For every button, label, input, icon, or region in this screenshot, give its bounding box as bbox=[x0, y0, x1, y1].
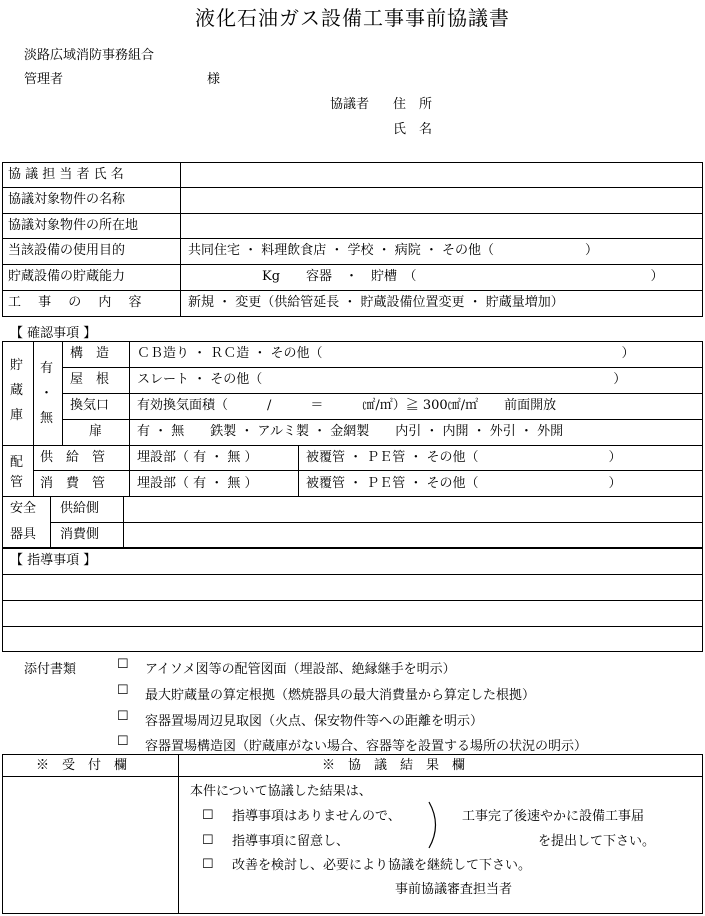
result-option-1: 指導事項はありませんので、 bbox=[232, 809, 401, 824]
storage-label-1: 貯 bbox=[10, 358, 24, 373]
presence-label-2: ・ bbox=[40, 386, 54, 401]
attachment-1-checkbox[interactable]: ☐ bbox=[117, 657, 129, 672]
recipient-org: 淡路広域消防事務組合 bbox=[24, 48, 155, 63]
guidance-heading: 【 指導事項 】 bbox=[10, 553, 97, 568]
name-label: 氏 名 bbox=[393, 122, 433, 137]
vent-options[interactable]: 有効換気面積（ / ＝ ㎠/㎡）≧ 300㎠/㎡ 前面開放 bbox=[137, 398, 557, 413]
overview-label-purpose: 当該設備の使用目的 bbox=[8, 243, 126, 258]
overview-label-property-name: 協議対象物件の名称 bbox=[8, 192, 126, 207]
right-bracket-icon bbox=[426, 800, 446, 850]
result-option-3-checkbox[interactable]: ☐ bbox=[202, 857, 214, 872]
structure-options[interactable]: ＣＢ造り ・ ＲＣ造 ・ その他（ ） bbox=[137, 346, 635, 361]
door-label: 扉 bbox=[89, 424, 103, 439]
result-note-line-1: 工事完了後速やかに設備工事届 bbox=[462, 809, 645, 824]
recipient-role: 管理者 bbox=[24, 72, 64, 87]
purpose-options[interactable]: 共同住宅 ・ 料理飲食店 ・ 学校 ・ 病院 ・ その他（ ） bbox=[188, 243, 599, 258]
capacity-options[interactable]: Kg 容器 ・ 貯槽 （ ） bbox=[262, 269, 664, 284]
overview-label-contact: 協 議 担 当 者 氏 名 bbox=[8, 167, 124, 182]
consumption-buried-options[interactable]: 埋設部（ 有 ・ 無 ） bbox=[137, 476, 258, 491]
page-title: 液化石油ガス設備工事事前協議書 bbox=[195, 6, 510, 30]
safety-label-1: 安全 bbox=[10, 501, 37, 516]
address-label: 住 所 bbox=[393, 97, 433, 112]
attachment-3-checkbox[interactable]: ☐ bbox=[117, 709, 129, 724]
attachments-label: 添付書類 bbox=[24, 662, 77, 677]
review-officer-label: 事前協議審査担当者 bbox=[395, 882, 513, 897]
roof-label: 屋 根 bbox=[70, 372, 110, 387]
roof-options[interactable]: スレート ・ その他（ ） bbox=[137, 372, 627, 387]
structure-label: 構 造 bbox=[70, 346, 110, 361]
safety-label-2: 器具 bbox=[10, 527, 37, 542]
attachment-1-text: アイソメ図等の配管図面（埋設部、絶縁継手を明示） bbox=[145, 662, 456, 677]
overview-table bbox=[2, 162, 703, 317]
attachment-4-checkbox[interactable]: ☐ bbox=[117, 734, 129, 749]
consumption-side-label: 消費側 bbox=[60, 527, 100, 542]
result-option-2: 指導事項に留意し、 bbox=[232, 834, 350, 849]
supply-pipe-label: 供 給 管 bbox=[40, 450, 106, 465]
overview-label-property-location: 協議対象物件の所在地 bbox=[8, 218, 139, 233]
consumption-pipe-label: 消 費 管 bbox=[40, 476, 106, 491]
supply-side-label: 供給側 bbox=[60, 501, 100, 516]
presence-label-3[interactable]: 無 bbox=[40, 411, 54, 426]
supply-coating-options[interactable]: 被覆管 ・ ＰＥ管 ・ その他（ ） bbox=[306, 450, 622, 465]
storage-label-3: 庫 bbox=[10, 408, 24, 423]
vent-label: 換気口 bbox=[70, 398, 110, 413]
piping-label-1: 配 bbox=[10, 455, 24, 470]
result-option-3: 改善を検討し、必要により協議を継続して下さい。 bbox=[232, 858, 532, 873]
consumption-coating-options[interactable]: 被覆管 ・ ＰＥ管 ・ その他（ ） bbox=[306, 476, 622, 491]
attachment-3-text: 容器置場周辺見取図（火点、保安物件等への距離を明示） bbox=[145, 714, 484, 729]
door-options[interactable]: 有 ・ 無 鉄製 ・ アルミ製 ・ 金網製 内引 ・ 内開 ・ 外引 ・ 外開 bbox=[137, 424, 564, 439]
confirm-heading: 【 確認事項 】 bbox=[10, 326, 97, 341]
honorific: 様 bbox=[207, 72, 221, 87]
attachment-2-checkbox[interactable]: ☐ bbox=[117, 683, 129, 698]
result-note-line-2: を提出して下さい。 bbox=[538, 834, 656, 849]
piping-label-2: 管 bbox=[10, 475, 24, 490]
applicant-label: 協議者 bbox=[330, 97, 370, 112]
result-option-1-checkbox[interactable]: ☐ bbox=[202, 808, 214, 823]
presence-label-1[interactable]: 有 bbox=[40, 361, 54, 376]
overview-label-work-content: 工 事 の 内 容 bbox=[8, 295, 142, 310]
result-option-2-checkbox[interactable]: ☐ bbox=[202, 833, 214, 848]
supply-buried-options[interactable]: 埋設部（ 有 ・ 無 ） bbox=[137, 450, 258, 465]
work-content-options[interactable]: 新規 ・ 変更（供給管延長 ・ 貯蔵設備位置変更 ・ 貯蔵量増加） bbox=[188, 295, 564, 310]
attachment-2-text: 最大貯蔵量の算定根拠（燃焼器具の最大消費量から算定した根拠） bbox=[145, 688, 536, 703]
reception-header: ※ 受 付 欄 bbox=[36, 758, 128, 773]
storage-label-2: 蔵 bbox=[10, 383, 24, 398]
overview-label-capacity: 貯蔵設備の貯蔵能力 bbox=[8, 269, 126, 284]
result-intro: 本件について協議した結果は、 bbox=[190, 784, 372, 799]
result-header: ※ 協 議 結 果 欄 bbox=[322, 758, 466, 773]
attachment-4-text: 容器置場構造図（貯蔵庫がない場合、容器等を設置する場所の状況の明示） bbox=[145, 739, 588, 754]
